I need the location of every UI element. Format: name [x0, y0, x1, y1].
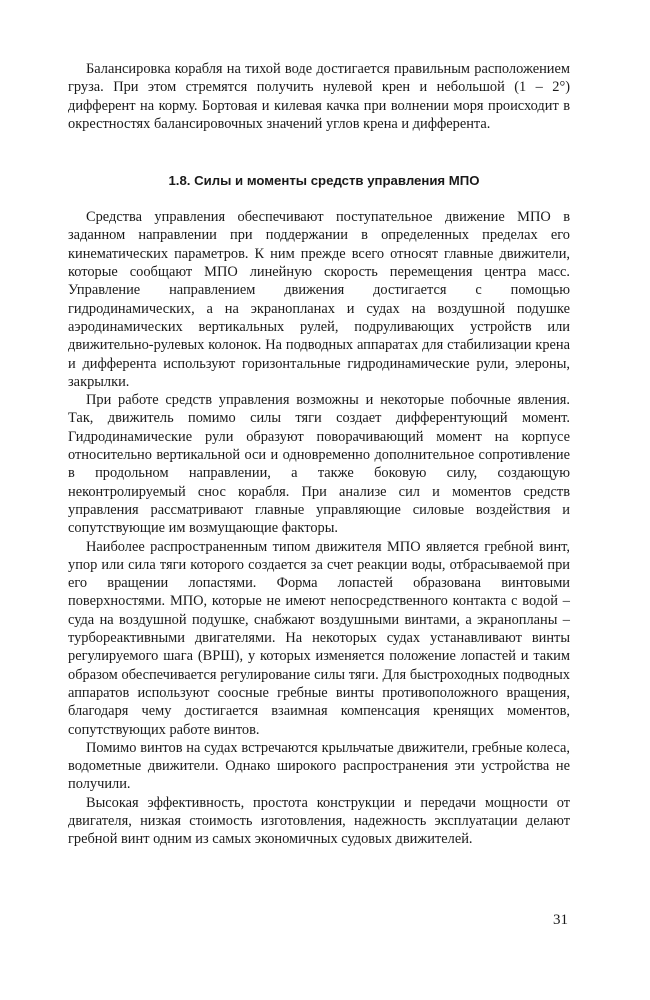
- body-paragraph-2: При работе средств управления возможны и некоторые побочные явления. Так, движитель помимо силы тяги создает дифферентующий момент. Гидродинамические рули образуют поворачивающий момент на корпусе относительно вертикальной оси и одновременно дополнительное сопротивление в продольном направлении, а также боковую силу, создающую неконтролируемый снос корабля. При анализе сил и моментов средств управления рассматривают главные управляющие силовые воздействия и сопутствующие им возмущающие факторы.: [68, 392, 570, 537]
- body-paragraph-5: Высокая эффективность, простота конструкции и передачи мощности от двигателя, низкая стоимость изготовления, надежность эксплуатации делают гребной винт одним из самых экономичных судовых движителей.: [68, 794, 570, 848]
- body-paragraph-3: Наиболее распространенным типом движителя МПО является гребной винт, упор или сила тяги которого создается за счет реакции воды, отбрасываемой при его вращении лопастями. Форма лопастей образована винтовыми поверхностями. МПО, которые не имеют непосредственного контакта с водой – суда на воздушной подушке, снабжают воздушными винтами, а экранопланы – турбореактивными двигателями. На некоторых судах устанавливают винты регулируемого шага (ВРШ), у которых изменяется положение лопастей и таким образом обеспечивается регулирование силы тяги. Для быстроходных подводных аппаратов используют соосные гребные винты противоположного вращения, благодаря чему достигается взаимная компенсация кренящих моментов, сопутствующих работе винтов.: [68, 538, 570, 738]
- page-number: 31: [553, 912, 568, 928]
- intro-paragraph: Балансировка корабля на тихой воде достигается правильным расположением груза. При этом стремятся получить нулевой крен и небольшой (1 – 2°) дифферент на корму. Бортовая и килевая качка при волнении моря происходит в окрестностях балансировочных значений углов крена и дифферента.: [68, 61, 570, 132]
- body-paragraph-1: Средства управления обеспечивают поступательное движение МПО в заданном направлении при поддержании в определенных пределах его кинематических параметров. К ним прежде всего относят главные движители, которые сообщают МПО линейную скорость перемещения центра масс. Управление направлением движения достигается с помощью гидродинамических, а на экранопланах и судах на воздушной подушке аэродинамических вертикальных рулей, подруливающих устройств или движительно-рулевых колонок. На подводных аппаратах для стабилизации крена и дифферента используют горизонтальные гидродинамические рули, элероны, закрылки.: [68, 209, 570, 390]
- body-paragraph-4: Помимо винтов на судах встречаются крыльчатые движители, гребные колеса, водометные движители. Однако широкого распространения эти устройства не получили.: [68, 739, 570, 793]
- section-heading: 1.8. Силы и моменты средств управления МПО: [168, 173, 480, 189]
